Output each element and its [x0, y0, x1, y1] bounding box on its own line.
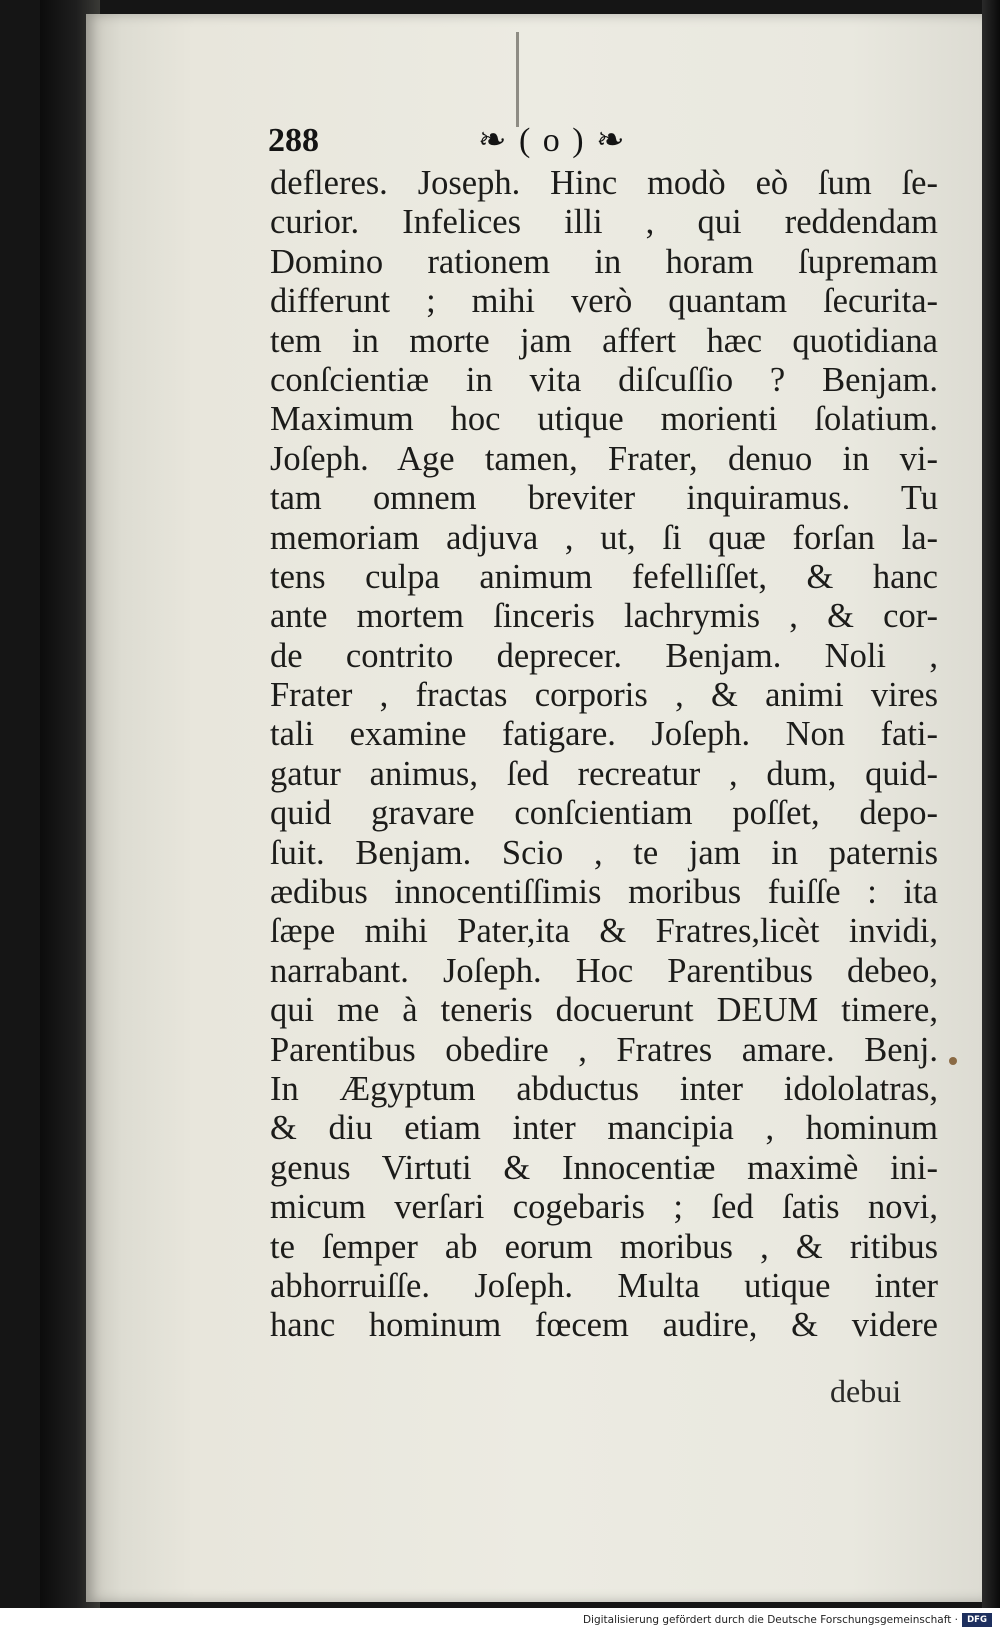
text-line: abhorruiſſe. Joſeph. Multa utique inter — [270, 1266, 938, 1305]
text-line: Frater , fractas corporis , & animi vires — [270, 676, 938, 715]
header-ornament: ❧ ( o ) ❧ — [478, 122, 627, 159]
footer-bar — [0, 1608, 1000, 1632]
page-number: 288 — [268, 122, 319, 159]
text-line: narrabant. Joſeph. Hoc Parentibus debeo, — [270, 951, 938, 990]
text-line: qui me à teneris docuerunt DEUM timere, — [270, 991, 938, 1030]
text-line: defleres. Joseph. Hinc modò eò ſum ſe- — [270, 164, 938, 202]
text-line: quid gravare conſcientiam poſſet, depo- — [270, 794, 938, 833]
page-crease — [516, 32, 519, 127]
body-text — [270, 164, 938, 1346]
ink-spot — [949, 1057, 957, 1065]
text-line: tens culpa animum fefelliſſet, & hanc — [270, 557, 938, 596]
scan-right-edge — [982, 0, 1000, 1608]
text-line: te ſemper ab eorum moribus , & ritibus — [270, 1227, 938, 1266]
text-line: Parentibus obedire , Fratres amare. Benj. — [270, 1030, 938, 1069]
text-line: In Ægyptum abductus inter idololatras, — [270, 1069, 938, 1108]
dfg-logo: DFG — [962, 1613, 992, 1627]
text-line: curior. Infelices illi , qui reddendam — [270, 203, 938, 242]
text-line: genus Virtuti & Innocentiæ maximè ini- — [270, 1148, 938, 1187]
text-line: differunt ; mihi verò quantam ſecurita- — [270, 282, 938, 321]
text-line: Joſeph. Age tamen, Frater, denuo in vi- — [270, 439, 938, 478]
footer-credit: Digitalisierung gefördert durch die Deutsche Forschungsgemeinschaft · — [582, 1614, 958, 1626]
text-line: gatur animus, ſed recreatur , dum, quid- — [270, 754, 938, 793]
text-line: micum verſari cogebaris ; ſed ſatis novi, — [270, 1188, 938, 1227]
text-line: ante mortem ſinceris lachrymis , & cor- — [270, 597, 938, 636]
text-line: ædibus innocentiſſimis moribus fuiſſe : ita — [270, 873, 938, 912]
text-line: memoriam adjuva , ut, ſi quæ forſan la- — [270, 518, 938, 557]
text-line: hanc hominum fœcem audire, & videre — [270, 1306, 938, 1345]
catchword: debui — [830, 1373, 902, 1409]
text-line: & diu etiam inter mancipia , hominum — [270, 1109, 938, 1148]
text-line: conſcientiæ in vita diſcuſſio ? Benjam. — [270, 360, 938, 399]
text-line: ſuit. Benjam. Scio , te jam in paternis — [270, 833, 938, 872]
text-line: tam omnem breviter inquiramus. Tu — [270, 479, 938, 518]
text-line: Maximum hoc utique morienti ſolatium. — [270, 400, 938, 439]
text-line: tali examine fatigare. Joſeph. Non fati- — [270, 715, 938, 754]
text-line: de contrito deprecer. Benjam. Noli , — [270, 636, 938, 675]
text-line: tem in morte jam affert hæc quotidiana — [270, 321, 938, 360]
text-line: ſæpe mihi Pater,ita & Fratres,licèt invidi, — [270, 912, 938, 951]
text-line: Domino rationem in horam ſupremam — [270, 242, 938, 281]
running-header — [268, 120, 768, 162]
